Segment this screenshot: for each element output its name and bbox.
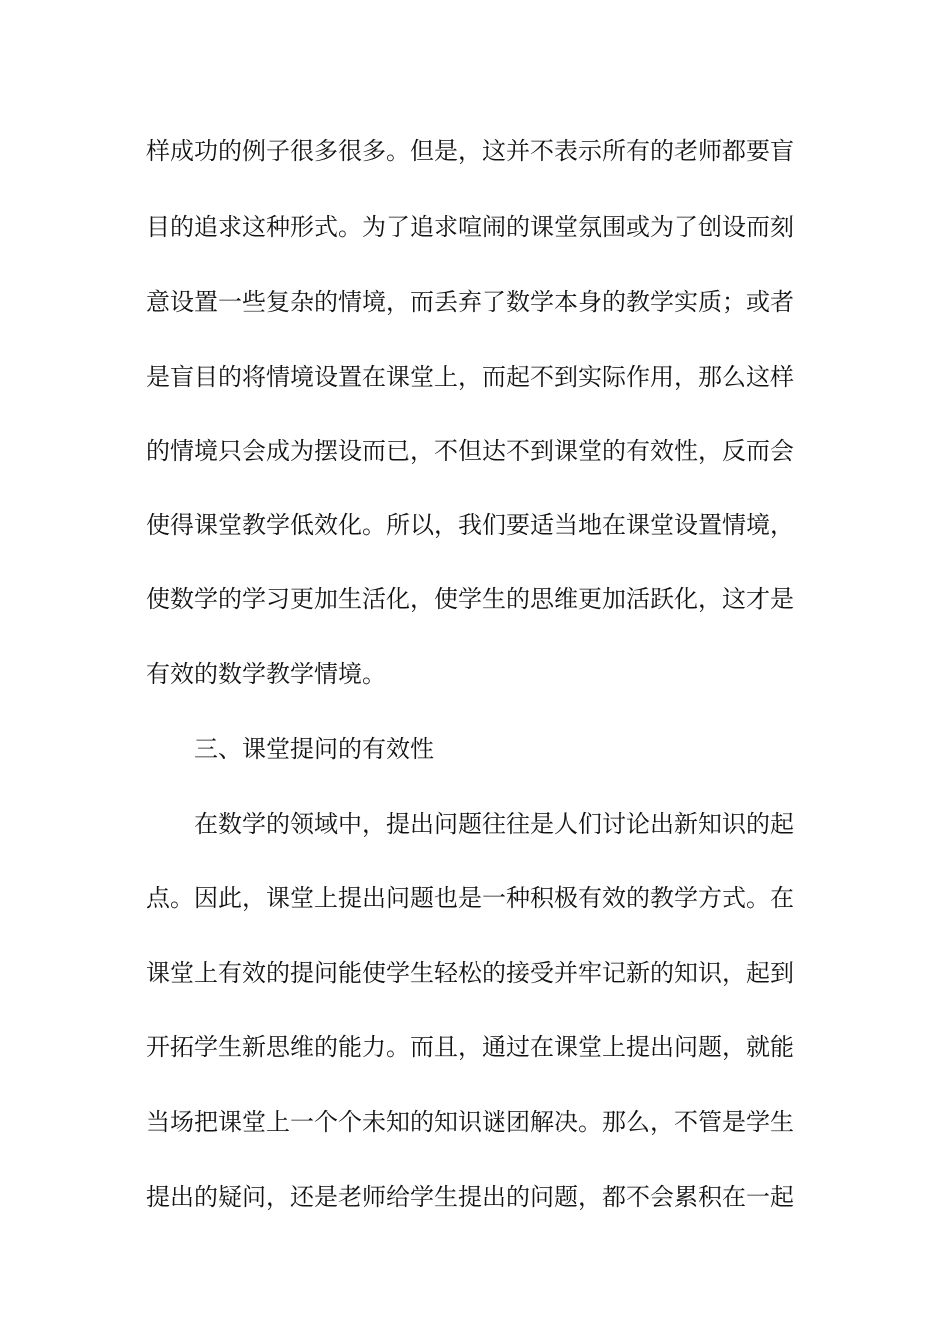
paragraph-line: 意设置一些复杂的情境，而丢弃了数学本身的教学实质；或者: [146, 288, 794, 316]
paragraph-line: 样成功的例子很多很多。但是，这并不表示所有的老师都要盲: [146, 137, 794, 165]
paragraph-line: 在数学的领域中，提出问题往往是人们讨论出新知识的起: [194, 810, 794, 838]
section-heading: 三、课堂提问的有效性: [194, 735, 434, 763]
paragraph-line: 当场把课堂上一个个未知的知识谜团解决。那么，不管是学生: [146, 1108, 794, 1136]
paragraph-line: 的情境只会成为摆设而已，不但达不到课堂的有效性，反而会: [146, 437, 794, 465]
paragraph-line: 点。因此，课堂上提出问题也是一种积极有效的教学方式。在: [146, 884, 794, 912]
paragraph-line: 目的追求这种形式。为了追求喧闹的课堂氛围或为了创设而刻: [146, 213, 794, 241]
paragraph-line: 开拓学生新思维的能力。而且，通过在课堂上提出问题，就能: [146, 1033, 794, 1061]
paragraph-line: 课堂上有效的提问能使学生轻松的接受并牢记新的知识，起到: [146, 959, 794, 987]
paragraph-line: 提出的疑问，还是老师给学生提出的问题，都不会累积在一起: [146, 1183, 794, 1211]
paragraph-line: 是盲目的将情境设置在课堂上，而起不到实际作用，那么这样: [146, 363, 794, 391]
paragraph-line: 使数学的学习更加生活化，使学生的思维更加活跃化，这才是: [146, 585, 794, 613]
paragraph-line: 使得课堂教学低效化。所以，我们要适当地在课堂设置情境，: [146, 511, 794, 539]
paragraph-line: 有效的数学教学情境。: [146, 660, 386, 688]
